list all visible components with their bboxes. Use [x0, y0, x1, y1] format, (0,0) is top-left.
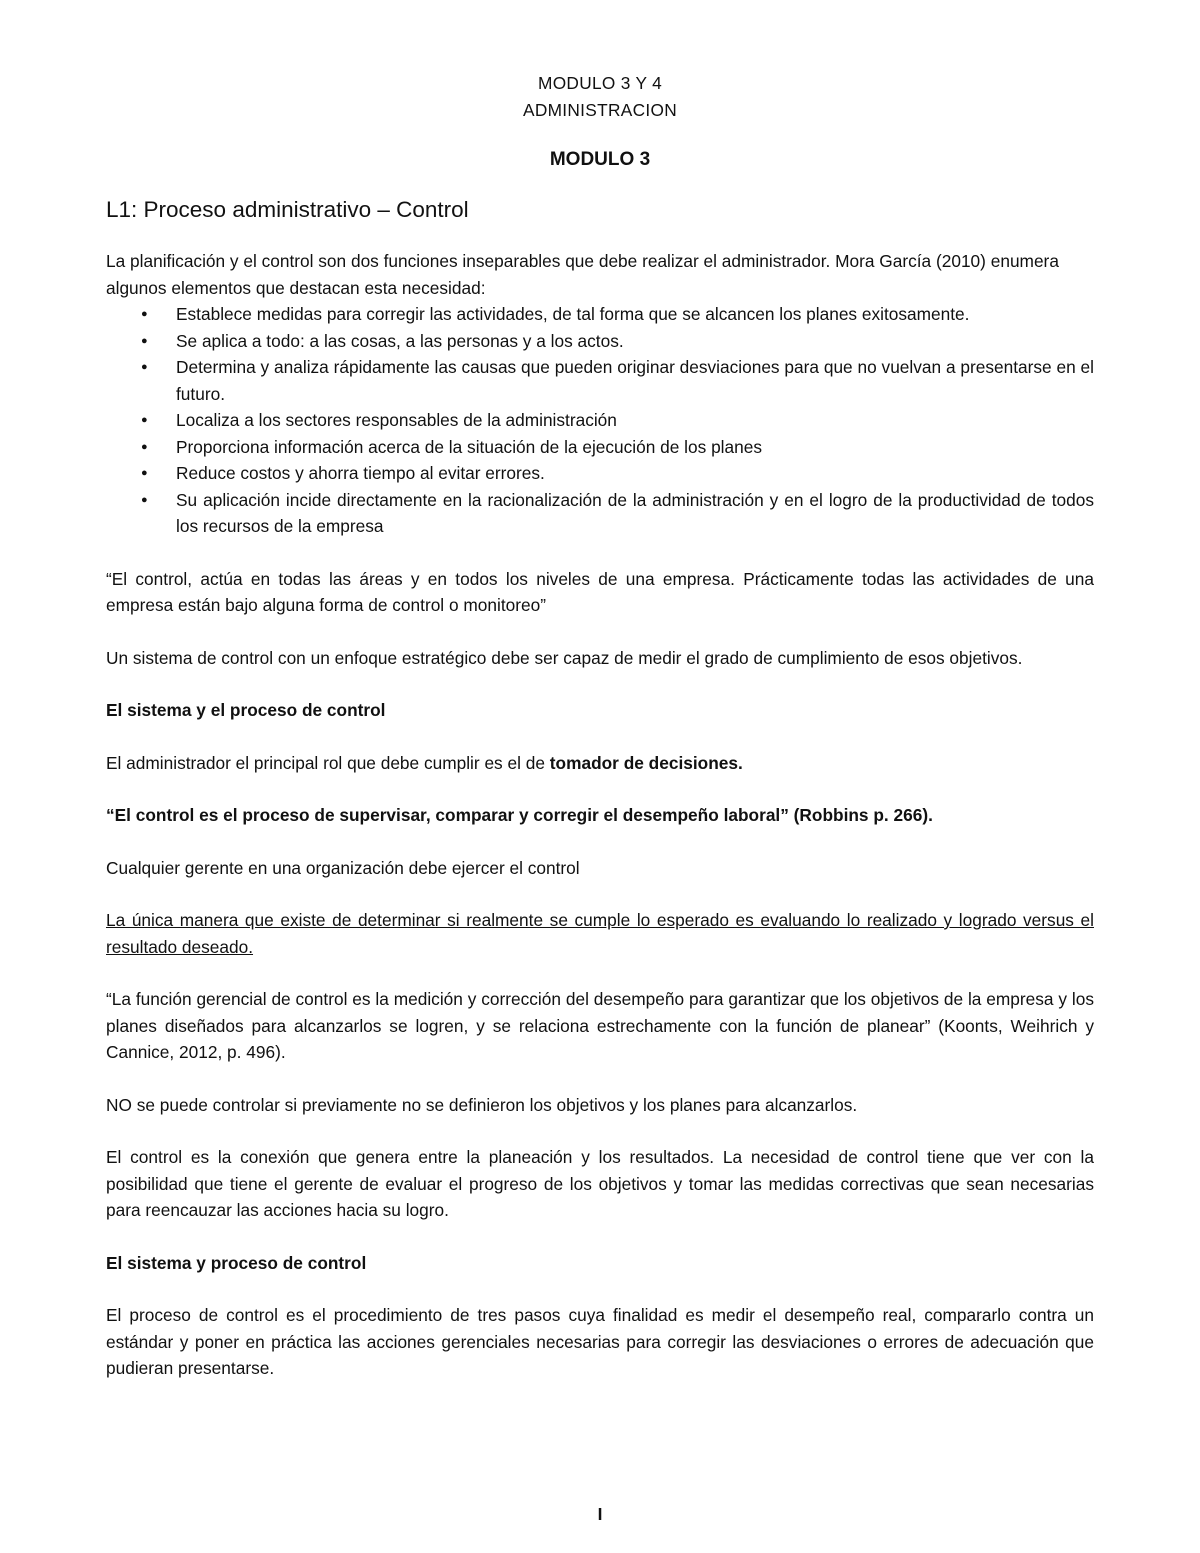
koontz-paragraph: “La función gerencial de control es la medición y corrección del desempeño para garantizar que los objetivos de la empresa y los planes diseñados para alcanzarlos se logren, y se relaciona estrechamente con la función de planear” (Koonts, Weihrich y Cannice, 2012, p. 496).	[106, 989, 1094, 1062]
bullet-item: ● Establece medidas para corregir las actividades, de tal forma que se alcancen los planes exitosamente.	[106, 301, 1094, 328]
conexion-paragraph: El control es la conexión que genera entre la planeación y los resultados. La necesidad de control tiene que ver con la posibilidad que tiene el gerente de evaluar el progreso de los objetivos y tomar las medidas correctivas que sean necesarias para reencauzar las acciones hacia su logro.	[106, 1147, 1094, 1220]
bullet-item: ● Proporciona información acerca de la situación de la ejecución de los planes	[106, 434, 1094, 461]
header-line-1: MODULO 3 Y 4	[538, 73, 662, 93]
underlined-paragraph: La única manera que existe de determinar si realmente se cumple lo esperado es evaluando lo realizado y logrado versus el resultado deseado.	[106, 910, 1094, 957]
intro-paragraph: La planificación y el control son dos funciones inseparables que debe realizar el administrador. Mora García (2010) enumera algunos elementos que destacan esta necesidad:	[106, 251, 1059, 298]
admin-bold-text: tomador de decisiones.	[549, 752, 743, 773]
module-title: MODULO 3	[549, 149, 651, 170]
section-heading-1: El sistema y el proceso de control	[106, 700, 386, 720]
bullet-item: ● Determina y analiza rápidamente las causas que pueden originar desviaciones para que no vuelvan a presentarse en el futuro.	[106, 354, 1094, 407]
section-heading-2: El sistema y proceso de control	[106, 1252, 367, 1273]
admin-text: El administrador el principal rol que debe cumplir es el de	[106, 752, 550, 773]
header-line-2: ADMINISTRACION	[523, 99, 677, 120]
bullet-item: ● Su aplicación incide directamente en la racionalización de la administración y en el logro de la productividad de todos los recursos de la empresa	[106, 487, 1094, 540]
bullet-item: ● Localiza a los sectores responsables de la administración	[106, 407, 1094, 434]
bullet-list	[106, 301, 1094, 540]
strategic-paragraph: Un sistema de control con un enfoque estratégico debe ser capaz de medir el grado de cumplimiento de esos objetivos.	[106, 647, 1023, 668]
no-paragraph: NO se puede controlar si previamente no se definieron los objetivos y los planes para alcanzarlos.	[106, 1094, 858, 1115]
robbins-citation: (Robbins p. 266).	[788, 805, 933, 825]
proceso-paragraph: El proceso de control es el procedimiento de tres pasos cuya finalidad es medir el desempeño real, compararlo contra un estándar y poner en práctica las acciones gerenciales necesarias para corregir las desviaciones o errores de adecuación que pudieran presentarse.	[106, 1305, 1094, 1378]
gerente-paragraph: Cualquier gerente en una organización debe ejercer el control	[106, 857, 580, 878]
bullet-item: ● Se aplica a todo: a las cosas, a las personas y a los actos.	[106, 328, 1094, 355]
bullet-item: ● Reduce costos y ahorra tiempo al evitar errores.	[106, 460, 1094, 487]
lesson-title: L1: Proceso administrativo – Control	[106, 197, 469, 222]
document-content	[106, 70, 1094, 1382]
robbins-paragraph	[106, 802, 1094, 829]
robbins-quote: “El control es el proceso de supervisar, comparar y corregir el desempeño laboral”	[106, 805, 789, 825]
page-number: I	[597, 1504, 603, 1524]
admin-paragraph	[106, 750, 1094, 777]
quote-paragraph: “El control, actúa en todas las áreas y en todos los niveles de una empresa. Prácticamente todas las actividades de una empresa están bajo alguna forma de control o monitoreo”	[106, 568, 1094, 615]
